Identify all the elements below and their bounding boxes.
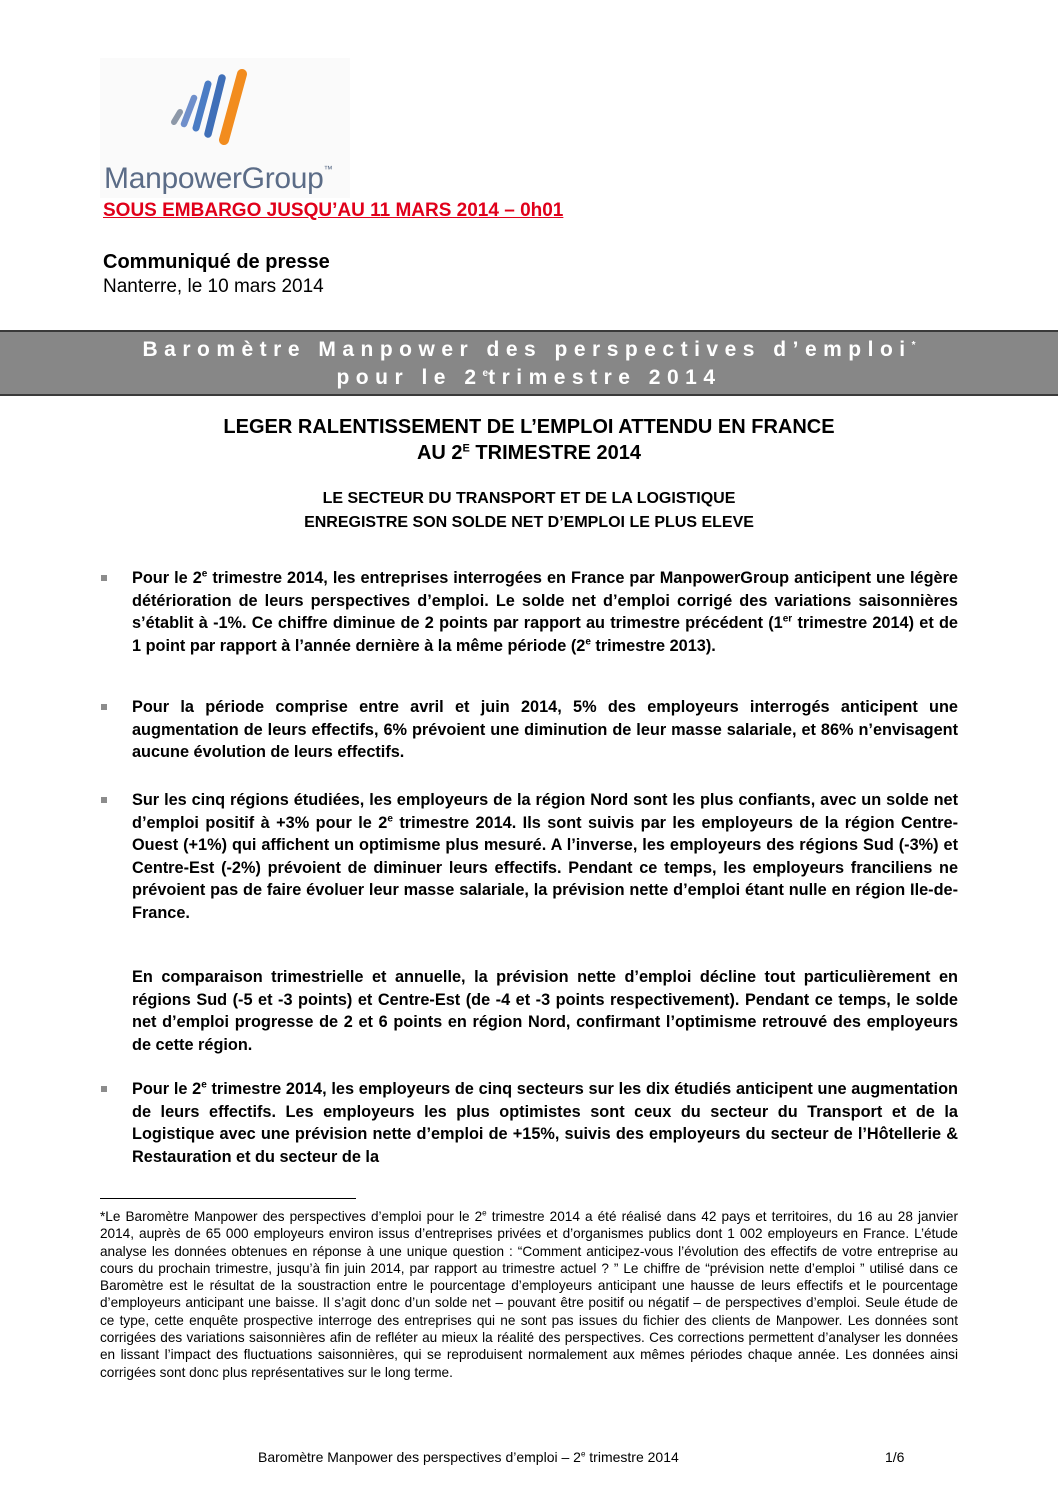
press-release-title: Communiqué de presse bbox=[103, 251, 330, 273]
logo-wordmark: ManpowerGroup™ bbox=[104, 162, 333, 195]
banner-line-2: pour le 2etrimestre 2014 bbox=[336, 366, 722, 389]
bullet-icon bbox=[101, 797, 107, 803]
page-footer: Baromètre Manpower des perspectives d’emploi – 2e trimestre 2014 bbox=[258, 1449, 679, 1465]
manpower-stripes-icon bbox=[168, 68, 288, 168]
paragraph-3: Sur les cinq régions étudiées, les employeurs de la région Nord sont les plus confiants, avec un solde net d’emploi positif à +3% pour le 2e trimestre 2014. Ils sont suivis par les employeurs de la région Centre-Ouest (+1%) qui affichent un optimisme plus mesuré. A l’inverse, les employeurs des régions Sud (-3%) et Centre-Est (-2%) prévoient de diminuer leurs effectifs. Pendant ce temps, les employeurs franciliens ne prévoient pas de faire évoluer leur masse salariale, la prévision nette d’emploi étant nulle en région Ile-de-France. bbox=[132, 791, 958, 922]
title-banner bbox=[0, 330, 1058, 396]
embargo-notice: SOUS EMBARGO JUSQU’AU 11 MARS 2014 – 0h01 bbox=[103, 200, 564, 221]
banner-line-1: Baromètre Manpower des perspectives d’emploi* bbox=[142, 338, 916, 361]
bullet-icon bbox=[101, 575, 107, 581]
press-release-place-date: Nanterre, le 10 mars 2014 bbox=[103, 276, 324, 297]
paragraph-1: Pour le 2e trimestre 2014, les entreprises interrogées en France par ManpowerGroup anticipent une légère détérioration de leurs perspectives d’emploi. Le solde net d’emploi corrigé des variations saisonnières s’établit à -1%. Ce chiffre diminue de 2 points par rapport au trimestre précédent (1er trimestre 2014) et de 1 point par rapport à l’année dernière à la même période (2e trimestre 2013). bbox=[132, 568, 958, 655]
page-number: 1/6 bbox=[885, 1449, 905, 1465]
paragraph-5: Pour le 2e trimestre 2014, les employeurs de cinq secteurs sur les dix étudiés anticipent une augmentation de leurs effectifs. Les employeurs les plus optimistes sont ceux du secteur du Transport et de la Logistique avec une prévision nette d’emploi de +15%, suivis des employeurs du secteur de l’Hôtellerie & Restauration et du secteur de la bbox=[132, 1079, 958, 1166]
paragraph-4: En comparaison trimestrielle et annuelle, la prévision nette d’emploi décline tout particulièrement en régions Sud (-5 et -3 points) et Centre-Est (de -4 et -3 points respectivement). Pendant ce temps, le solde net d’emploi progresse de 2 et 6 points en région Nord, confirmant l’optimisme retrouvé des employeurs de cette région. bbox=[132, 968, 958, 1054]
footnote-divider bbox=[100, 1198, 356, 1199]
headline-line-2: AU $2^E$ TRIMESTRE 2014 bbox=[416, 442, 642, 464]
bullet-icon bbox=[101, 704, 107, 710]
headline-line-1: LEGER RALENTISSEMENT DE L’EMPLOI ATTENDU EN FRANCE bbox=[223, 416, 835, 438]
paragraph-2: Pour la période comprise entre avril et juin 2014, 5% des employeurs interrogés anticipent une augmentation de leurs effectifs, 6% prévoient une diminution de leur masse salariale, et 86% n’envisagent aucune évolution de leurs effectifs. bbox=[132, 698, 958, 761]
subheadline-line-1: LE SECTEUR DU TRANSPORT ET DE LA LOGISTIQUE bbox=[322, 490, 736, 507]
footnote: *Le Baromètre Manpower des perspectives d’emploi pour le 2e trimestre 2014 a été réalisé dans 42 pays et territoires, du 16 au 28 janvier 2014, auprès de 65 000 employeurs environ issus d’entreprises privées et d’organismes publics dont 1 002 employeurs en France. L’étude analyse les données obtenues en réponse à une unique question : “Comment anticipez-vous l’évolution des effectifs de votre entreprise au cours du prochain trimestre, jusqu’à fin juin 2014, par rapport au trimestre actuel ? ” Le chiffre de “prévision nette d’emploi ” utilisé dans ce Baromètre est le résultat de la soustraction entre le pourcentage d’employeurs anticipant une hausse de leurs effectifs et le pourcentage d’employeurs anticipant une baisse. Il s’agit donc d’un solde net – pouvant être positif ou négatif – de perspectives d’emploi. Seule étude de ce type, cette enquête prospective interroge des entreprises qui ne sont pas issues du fichier des clients de Manpower. Les données sont corrigées des variations saisonnières afin de refléter au mieux la réalité des perspectives. Ces corrections permettent d’analyser les données en lissant l’impact des fluctuations saisonnières, qui se reproduisent normalement aux mêmes périodes chaque année. Les données ainsi corrigées sont donc plus représentatives sur le long terme. bbox=[100, 1208, 958, 1380]
bullet-icon bbox=[101, 1086, 107, 1092]
subheadline-line-2: ENREGISTRE SON SOLDE NET D’EMPLOI LE PLUS ELEVE bbox=[304, 514, 754, 531]
manpowergroup-logo bbox=[100, 58, 350, 198]
